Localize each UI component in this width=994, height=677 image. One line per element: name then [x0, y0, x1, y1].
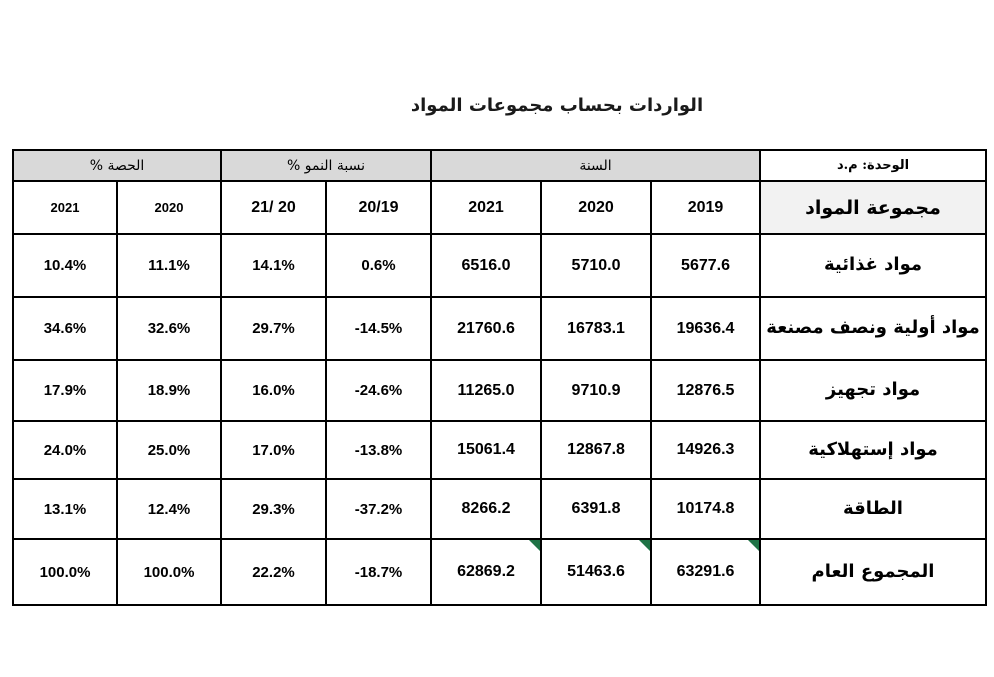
value-2021: 6516.0 [431, 234, 541, 297]
row-label: المجموع العام [760, 539, 986, 605]
value-2021: 15061.4 [431, 421, 541, 479]
share-2021: 34.6% [13, 297, 117, 360]
share-2020: 11.1% [117, 234, 221, 297]
share-2020: 25.0% [117, 421, 221, 479]
growth-20-19: -14.5% [326, 297, 431, 360]
share-2020: 12.4% [117, 479, 221, 539]
row-label: مواد غذائية [760, 234, 986, 297]
row-label: الطاقة [760, 479, 986, 539]
growth-group-header: نسبة النمو % [221, 150, 431, 181]
share-2020: 100.0% [117, 539, 221, 605]
growth-20-19: -13.8% [326, 421, 431, 479]
document-title [0, 95, 994, 116]
growth-21-20-header: 21/ 20 [221, 181, 326, 234]
material-group-column-header: مجموعة المواد [760, 181, 986, 234]
year-2021-header: 2021 [431, 181, 541, 234]
table-row-food-materials [13, 234, 986, 297]
value-2020-text: 51463.6 [567, 563, 625, 580]
share-group-header: الحصة % [13, 150, 221, 181]
value-2019: 19636.4 [651, 297, 760, 360]
growth-21-20: 17.0% [221, 421, 326, 479]
growth-21-20: 14.1% [221, 234, 326, 297]
growth-21-20: 29.7% [221, 297, 326, 360]
table-row-raw-semi-manufactured [13, 297, 986, 360]
row-label: مواد أولية ونصف مصنعة [760, 297, 986, 360]
excel-formula-triangle-icon [748, 540, 759, 551]
value-2020: 12867.8 [541, 421, 651, 479]
value-2019 [651, 539, 760, 605]
excel-formula-triangle-icon [529, 540, 540, 551]
year-group-header: السنة [431, 150, 760, 181]
growth-21-20: 22.2% [221, 539, 326, 605]
growth-20-19: 0.6% [326, 234, 431, 297]
value-2021-text: 62869.2 [457, 563, 515, 580]
growth-20-19: -37.2% [326, 479, 431, 539]
table-row-consumer-materials [13, 421, 986, 479]
share-2021: 24.0% [13, 421, 117, 479]
value-2019-text: 63291.6 [676, 563, 735, 580]
share-2020: 32.6% [117, 297, 221, 360]
year-2020-header: 2020 [541, 181, 651, 234]
header-group-row [13, 150, 986, 181]
share-2021: 17.9% [13, 360, 117, 421]
growth-20-19: -24.6% [326, 360, 431, 421]
table-row-grand-total [13, 539, 986, 605]
table-row-energy [13, 479, 986, 539]
growth-21-20: 29.3% [221, 479, 326, 539]
row-label: مواد إستهلاكية [760, 421, 986, 479]
value-2020: 6391.8 [541, 479, 651, 539]
value-2020: 9710.9 [541, 360, 651, 421]
value-2021 [431, 539, 541, 605]
row-label: مواد تجهيز [760, 360, 986, 421]
share-2021: 10.4% [13, 234, 117, 297]
value-2020 [541, 539, 651, 605]
value-2021: 21760.6 [431, 297, 541, 360]
value-2020: 5710.0 [541, 234, 651, 297]
imports-by-material-groups-table [12, 149, 987, 606]
value-2020: 16783.1 [541, 297, 651, 360]
value-2019: 12876.5 [651, 360, 760, 421]
unit-label-cell: الوحدة: م.د [760, 150, 986, 181]
value-2019: 5677.6 [651, 234, 760, 297]
growth-21-20: 16.0% [221, 360, 326, 421]
share-2021-header: 2021 [13, 181, 117, 234]
value-2019: 10174.8 [651, 479, 760, 539]
value-2019: 14926.3 [651, 421, 760, 479]
share-2020-header: 2020 [117, 181, 221, 234]
value-2021: 8266.2 [431, 479, 541, 539]
share-2021: 13.1% [13, 479, 117, 539]
value-2021: 11265.0 [431, 360, 541, 421]
share-2021: 100.0% [13, 539, 117, 605]
share-2020: 18.9% [117, 360, 221, 421]
year-2019-header: 2019 [651, 181, 760, 234]
table-row-equipment-materials [13, 360, 986, 421]
excel-formula-triangle-icon [639, 540, 650, 551]
header-columns-row [13, 181, 986, 234]
document-title-text: الواردات بحساب مجموعات المواد [410, 95, 704, 116]
growth-20-19: -18.7% [326, 539, 431, 605]
growth-20-19-header: 20/19 [326, 181, 431, 234]
